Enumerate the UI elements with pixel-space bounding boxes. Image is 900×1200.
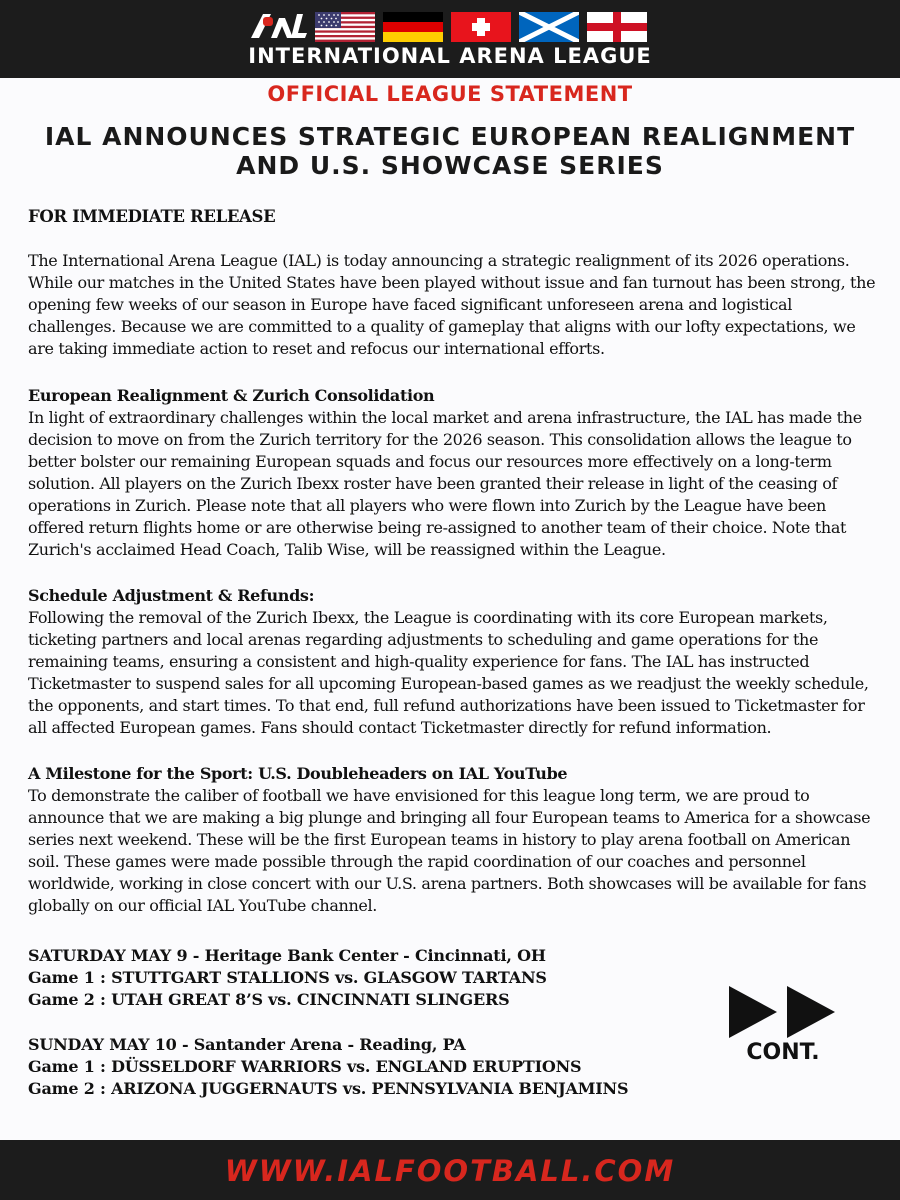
schedule-day-2 bbox=[28, 1034, 628, 1100]
release-label: FOR IMMEDIATE RELEASE bbox=[28, 207, 276, 226]
schedule-date-line: SUNDAY MAY 10 - Santander Arena - Reading, PA bbox=[28, 1035, 466, 1054]
continue-label: CONT. bbox=[746, 1040, 820, 1065]
title-line-1: IAL ANNOUNCES STRATEGIC EUROPEAN REALIGNMENT bbox=[44, 122, 856, 151]
footer-bar bbox=[0, 1140, 900, 1200]
schedule-date-line: SATURDAY MAY 9 - Heritage Bank Center - Cincinnati, OH bbox=[28, 946, 546, 965]
page-title bbox=[0, 122, 900, 180]
section-heading: Schedule Adjustment & Refunds: bbox=[28, 586, 315, 605]
germany-flag bbox=[383, 12, 443, 42]
section-realignment bbox=[28, 385, 880, 561]
league-name: INTERNATIONAL ARENA LEAGUE bbox=[248, 44, 652, 68]
england-flag bbox=[587, 12, 647, 42]
schedule-game-1: Game 1 : STUTTGART STALLIONS vs. GLASGOW TARTANS bbox=[28, 968, 547, 987]
fast-forward-icon bbox=[729, 986, 837, 1042]
schedule-day-1 bbox=[28, 945, 547, 1011]
schedule-game-1: Game 1 : DÜSSELDORF WARRIORS vs. ENGLAND ERUPTIONS bbox=[28, 1057, 582, 1076]
website-url[interactable]: WWW.IALFOOTBALL.COM bbox=[224, 1154, 676, 1188]
section-schedule-adjustment bbox=[28, 585, 880, 739]
usa-flag bbox=[315, 12, 375, 42]
section-text: Following the removal of the Zurich Ibexx, the League is coordinating with its core European markets, ticketing partners and local arenas regarding adjustments to scheduling and game operations for the remaining teams, ensuring a consistent and high-quality experience for fans. The IAL has instructed Ticketmaster to suspend sales for all upcoming European-based games as we readjust the weekly schedule, the opponents, and start times. To that end, full refund authorizations have been issued to Ticketmaster for all affected European games. Fans should contact Ticketmaster directly for refund information. bbox=[28, 608, 869, 737]
title-line-2: AND U.S. SHOWCASE SERIES bbox=[236, 151, 664, 180]
ial-logo bbox=[249, 8, 307, 46]
section-milestone bbox=[28, 763, 880, 917]
schedule-game-2: Game 2 : ARIZONA JUGGERNAUTS vs. PENNSYLVANIA BENJAMINS bbox=[28, 1079, 629, 1098]
section-text: In light of extraordinary challenges within the local market and arena infrastructure, the IAL has made the decision to move on from the Zurich territory for the 2026 season. This consolidation allows the league to better bolster our remaining European squads and focus our resources more effectively on a long-term solution. All players on the Zurich Ibexx roster have been granted their release in light of the ceasing of operations in Zurich. Please note that all players who were flown into Zurich by the League have been offered return flights home or are otherwise being re-assigned to another team of their choice. Note that Zurich's acclaimed Head Coach, Talib Wise, will be reassigned within the League. bbox=[28, 408, 862, 559]
header-bar bbox=[0, 0, 900, 78]
switzerland-flag bbox=[451, 12, 511, 42]
section-text: To demonstrate the caliber of football we have envisioned for this league long term, we are proud to announce that we are making a big plunge and bringing all four European teams to America for a showcase series next weekend. These will be the first European teams in history to play arena football on American soil. These games were made possible through the rapid coordination of our coaches and personnel worldwide, working in close concert with our U.S. arena partners. Both showcases will be available for fans globally on our official IAL YouTube channel. bbox=[28, 786, 871, 915]
statement-label: OFFICIAL LEAGUE STATEMENT bbox=[267, 82, 633, 106]
scotland-flag bbox=[519, 12, 579, 42]
logo-row bbox=[249, 8, 647, 46]
intro-paragraph: The International Arena League (IAL) is today announcing a strategic realignment of its 2026 operations. While our matches in the United States have been played without issue and fan turnout has been strong, the opening few weeks of our season in Europe have faced significant unforeseen arena and logistical challenges. Because we are committed to a quality of gameplay that aligns with our lofty expectations, we are taking immediate action to reset and refocus our international efforts. bbox=[28, 251, 876, 358]
section-heading: A Milestone for the Sport: U.S. Doubleheaders on IAL YouTube bbox=[28, 764, 568, 783]
schedule-game-2: Game 2 : UTAH GREAT 8’S vs. CINCINNATI SLINGERS bbox=[28, 990, 510, 1009]
section-heading: European Realignment & Zurich Consolidation bbox=[28, 386, 435, 405]
